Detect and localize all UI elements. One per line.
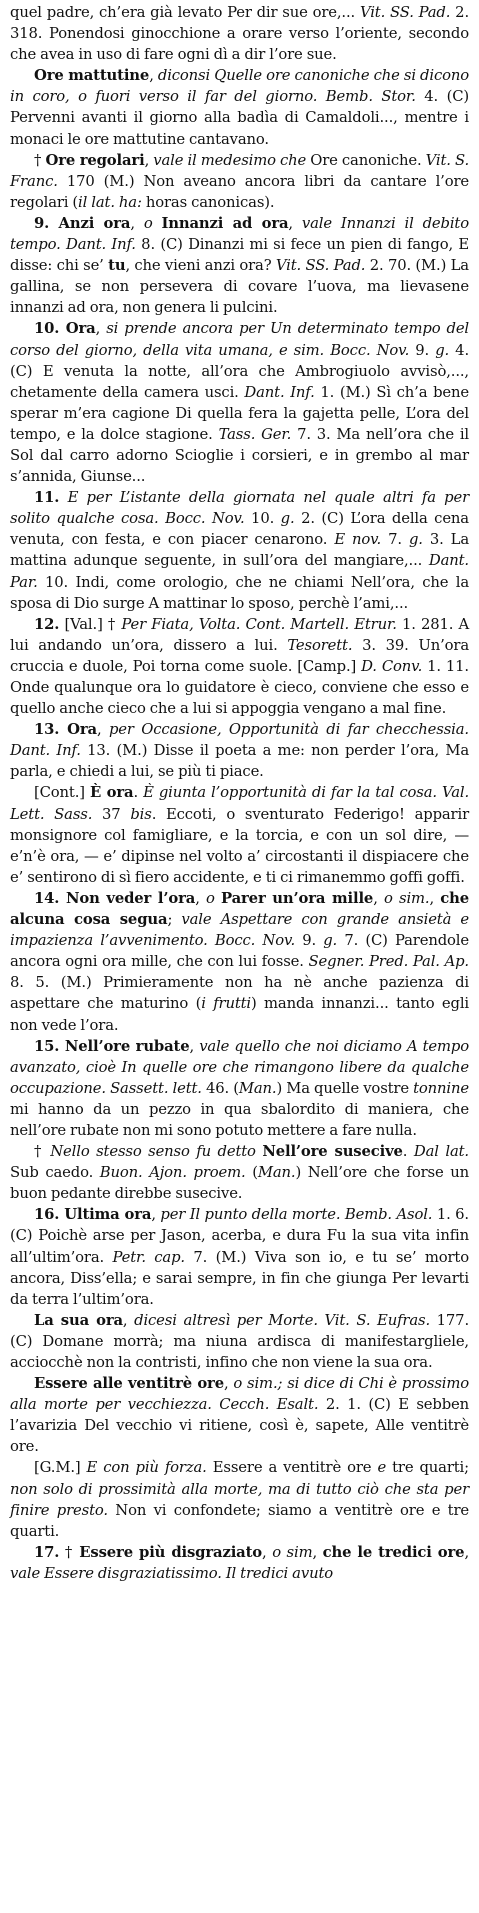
body-text: , (96, 721, 109, 739)
body-text: 1. 281. A lui andando un’ora, dissero a lui. (10, 615, 469, 654)
italic-text: per Occasione, Opportunità di far checchessia. Dant. Inf. (10, 721, 469, 760)
italic-text: vale Aspettare con grande ansietà e impazienza l’avvenimento. Bocc. Nov. (10, 911, 469, 950)
italic-text: vale Innanzi il debito tempo. Dant. Inf. (10, 214, 469, 254)
body-text: , (312, 1543, 323, 1561)
body-text: , (122, 1311, 135, 1329)
headword: 17. (34, 1543, 60, 1561)
italic-text: Tesorett. (287, 636, 353, 654)
italic-text: dicesi altresì per Morte. Vit. S. Eufras. (134, 1311, 430, 1329)
italic-text: Nello stesso senso fu detto (50, 1143, 256, 1161)
body-text: 170 (M.) Non aveano ancora libri da cantare l’ore regolari ( (10, 172, 469, 211)
body-text: , (373, 889, 384, 907)
body-text: , (223, 1375, 234, 1393)
body-text: quel padre, ch’era già levato Per dir sue ore,... (10, 4, 360, 21)
entry-paragraph (10, 487, 469, 614)
body-text: 3. La mattina adunque seguente, in sull’ora del mangiare,... (10, 531, 469, 570)
body-text: [Cont.] (34, 784, 90, 802)
italic-text: Dal lat. (413, 1143, 469, 1161)
italic-text: non solo di prossimità alla morte, ma di tutto ciò che sta per finire presto. (10, 1480, 469, 1519)
italic-text: Buon. Ajon. proem. (99, 1164, 246, 1182)
body-text: 7. (381, 531, 409, 549)
body-text: 2. 1. (C) E sebben l’avarizia Del vecchio vi ritiene, così è, sapete, Alle ventitrè ore. (10, 1396, 469, 1456)
body-text: Ore canoniche. (306, 151, 426, 169)
body-text: [Val.] † (59, 615, 122, 633)
body-text: † (59, 1543, 80, 1561)
headword: Innanzi ad ora (161, 214, 289, 232)
body-text: , (144, 151, 154, 169)
body-text: 4. (C) Pervenni avanti il giorno alla badìa di Camaldoli..., mentre i monaci le ore mattutine cantavano. (10, 88, 469, 148)
italic-text: Vit. S. Franc. (10, 151, 469, 190)
headword: 11. (34, 489, 60, 507)
italic-text: D. Conv. (361, 657, 423, 675)
body-text: Non vi confondete; siamo a ventitrè ore e tre quarti. (10, 1501, 469, 1540)
body-text: 2. 70. (M.) La gallina, se non persevera di covare l’uova, ma lievasene innanzi ad ora, non genera li pulcini. (10, 257, 469, 317)
headword: Ore mattutine (34, 67, 150, 85)
italic-text: vale Essere disgraziatissimo. Il tredici avuto (10, 1564, 334, 1582)
entry-paragraph (10, 318, 469, 487)
italic-text: Per Fiata, Volta. Cont. Martell. Etrur. (121, 615, 397, 633)
italic-text: Segner. Pred. Pal. Ap. (308, 953, 469, 971)
body-text: 1. (M.) Sì ch’a bene sperar m’era cagione Di quella fera la gajetta pelle, L’ora del tempo, e la dolce stagione. (10, 383, 469, 443)
body-text: ) Ma quelle vostre (276, 1079, 414, 1097)
italic-text: Vit. SS. Pad. (359, 4, 451, 21)
body-text: Sub caedo. (10, 1164, 100, 1182)
body-text: 1. 11. Onde qualunque ora lo guidatore è cieco, conviene che esso e quello anche cieco che a lui si appoggia vengano a mal fine. (10, 657, 469, 718)
entry-paragraph (10, 782, 469, 887)
entry-paragraph (10, 1141, 469, 1204)
body-text: 1. 6. (C) Poichè arse per Jason, acerba, e dura Fu la sua vita infin all’ultim’ora. (10, 1206, 469, 1266)
italic-text: per Il punto della morte. Bemb. Asol. (160, 1206, 433, 1224)
body-text: Essere a ventitrè ore (206, 1459, 378, 1477)
body-text: , (429, 889, 441, 907)
body-text: ; (167, 911, 182, 929)
body-text: , (151, 1206, 161, 1224)
italic-text: Vit. SS. Pad. (275, 257, 366, 275)
entry-paragraph (10, 1457, 469, 1541)
headword: tu (108, 257, 126, 275)
entry-paragraph (10, 719, 469, 782)
italic-text: E per L’istante della giornata nel quale altri fa per solito qualche cosa. Bocc. Nov. (10, 489, 469, 528)
entry-paragraph (10, 65, 469, 149)
italic-text: Man. (257, 1164, 296, 1182)
italic-text: g. (435, 341, 450, 359)
body-text: 8. 5. (M.) Primieramente non ha nè anche pazienza di aspettare che maturino ( (10, 974, 469, 1013)
italic-text: o sim.; si dice di Chi è prossimo alla morte per vecchiezza. Cecch. Esalt. (10, 1375, 469, 1414)
italic-text: i frutti (201, 995, 252, 1013)
body-text: 10. Indi, come orologio, che ne chiami Nell’ora, che la sposa di Dio surge A mattinar lo sposo, perchè l’ami,... (10, 573, 469, 612)
italic-text: o sim (272, 1543, 313, 1561)
italic-text: e (377, 1459, 387, 1477)
entry-paragraph (10, 150, 469, 213)
headword: che le tredici ore (322, 1543, 465, 1561)
body-text: . Eccoti, o sventurato Federigo! apparir monsignore col famigliare, e la torcia, e con un sol dire, — e’n’è ora, — e’ dipinse nel volto a’ circostanti il dispiacere che e’ sentirono di sì fiero accidente, e ti ci rimanemmo goffi goffi. (10, 805, 469, 886)
body-text (59, 489, 67, 506)
italic-text: o (143, 214, 153, 232)
headword: 16. Ultima ora (34, 1206, 152, 1224)
body-text: 3. 39. Un’ora cruccia e duole, Poi torna come suole. [Camp.] (10, 636, 469, 675)
body-text: 7. 3. Ma nell’ora che il Sol dal carro adorno Scioglie i corsieri, e in grembo al mar s’annida, Giunse... (10, 425, 469, 486)
headword: 12. (34, 615, 60, 633)
body-text: tre quarti; (386, 1459, 469, 1477)
headword: 14. Non veder l’ora (34, 889, 196, 907)
entry-paragraph (10, 1542, 469, 1584)
body-text: , (288, 214, 302, 232)
body-text: , (195, 889, 206, 907)
headword: È ora (89, 784, 134, 802)
entry-paragraph (10, 213, 469, 318)
body-text: 4. (C) E venuta la notte, all’ora che Ambrogiuolo avvisò,..., chetamente della camera usci. (10, 341, 469, 401)
italic-text: il lat. ha: (78, 193, 142, 211)
body-text: 10. (244, 510, 281, 528)
body-text: 7. (M.) Viva son io, e tu se’ morto ancora, Diss’ella; e sarai sempre, in fin che giunga Per levarti da terra l’ultim’ora. (10, 1248, 469, 1308)
italic-text: g. (280, 510, 295, 528)
italic-text: diconsi Quelle ore canoniche che si dicono in coro, o fuori verso il far del giorno. Bemb. Stor. (10, 67, 469, 106)
headword: che alcuna cosa segua (10, 889, 470, 929)
italic-text: vale il medesimo che (153, 151, 307, 169)
headword: 15. Nell’ore rubate (34, 1037, 190, 1055)
body-text: 2. 318. Ponendosi ginocchione a orare verso l’oriente, secondo che avea in uso di fare ogni dì a dir l’ore sue. (10, 4, 469, 64)
body-text: , che vieni anzi ora? (125, 257, 276, 275)
body-text: 9. (409, 341, 436, 359)
headword: Essere alle ventitrè ore (34, 1375, 224, 1393)
entry-paragraph (10, 1036, 469, 1141)
body-text: horas canonicas). (141, 193, 275, 211)
body-text: , (95, 320, 107, 338)
body-text: mi hanno da un pezzo in qua sbalordito di maniera, che nell’ore rubate non mi sono potuto mettere a fare nulla. (10, 1100, 469, 1139)
entry-paragraph (10, 1310, 469, 1373)
body-text: † (34, 1143, 51, 1161)
italic-text: Petr. cap. (112, 1248, 185, 1266)
body-text (153, 215, 162, 232)
body-text: , (149, 67, 158, 85)
body-text: , (464, 1543, 469, 1561)
body-text: . (133, 784, 144, 802)
body-text: 37 (92, 805, 131, 823)
body-text: 8. (C) Dinanzi mi si fece un pien di fango, E disse: chi se’ (10, 236, 469, 275)
body-text: 177. (C) Domane morrà; ma niuna ardisca di manifestargliele, acciocchè non la contristi, infino che non viene la sua ora. (10, 1311, 469, 1371)
italic-text: si prende ancora per Un determinato tempo del corso del giorno, della vita umana, e sim. Bocc. Nov. (10, 320, 470, 359)
body-text: 46. ( (201, 1079, 239, 1097)
headword: Parer un’ora mille (221, 889, 374, 907)
italic-text: o (206, 889, 215, 907)
body-text: , (130, 214, 144, 232)
italic-text: tonnine (413, 1079, 469, 1097)
italic-text: E nov. (334, 531, 382, 549)
italic-text: o sim. (384, 889, 430, 907)
italic-text: Dant. Inf. (244, 383, 315, 401)
italic-text: g. (323, 932, 338, 950)
entry-paragraph (10, 888, 469, 1036)
entry-paragraph (10, 1204, 469, 1309)
headword: 10. Ora (34, 320, 96, 338)
body-text: † (34, 151, 46, 169)
headword: Nell’ore susecive (262, 1143, 403, 1161)
entry-paragraph (10, 1373, 469, 1457)
body-text: , (262, 1543, 273, 1561)
italic-text: vale quello che noi diciamo A tempo avanzato, cioè In quelle ore che rimangono libere da qualche occupazione. Sassett. lett. (10, 1037, 469, 1097)
body-text: 7. (C) Parendole ancora ogni ora mille, che con lui fosse. (10, 932, 469, 971)
body-text: 9. (295, 932, 324, 950)
body-text: ( (245, 1164, 258, 1182)
body-text: 13. (M.) Disse il poeta a me: non perder l’ora, Ma parla, e chiedi a lui, se più ti piace. (10, 742, 469, 781)
body-text: ) Nell’ore che forse un buon pedante direbbe susecive. (10, 1164, 469, 1203)
body-text: ) manda innanzi... tanto egli non vede l’ora. (10, 995, 469, 1034)
italic-text: Tass. Ger. (218, 425, 292, 443)
headword: Essere più disgraziato (79, 1543, 263, 1561)
italic-text: bis (130, 805, 152, 823)
entry-paragraph (10, 614, 469, 719)
italic-text: Dant. Par. (10, 552, 469, 591)
body-text: 2. (C) L’ora della cena venuta, con festa, e con piacer cenarono. (10, 510, 469, 549)
body-text: , (189, 1037, 200, 1055)
body-text: [G.M.] (34, 1459, 87, 1477)
headword: 13. Ora (34, 721, 97, 739)
italic-text: Man. (238, 1079, 277, 1097)
italic-text: È giunta l’opportunità di far la tal cosa. Val. Lett. Sass. (10, 784, 470, 823)
body-text: . (402, 1143, 414, 1161)
italic-text: g. (408, 531, 423, 549)
entry-paragraph (10, 2, 469, 65)
headword: La sua ora (34, 1311, 123, 1329)
headword: Ore regolari (45, 151, 145, 169)
italic-text: E con più forza. (86, 1459, 207, 1477)
headword: 9. Anzi ora (34, 214, 131, 232)
